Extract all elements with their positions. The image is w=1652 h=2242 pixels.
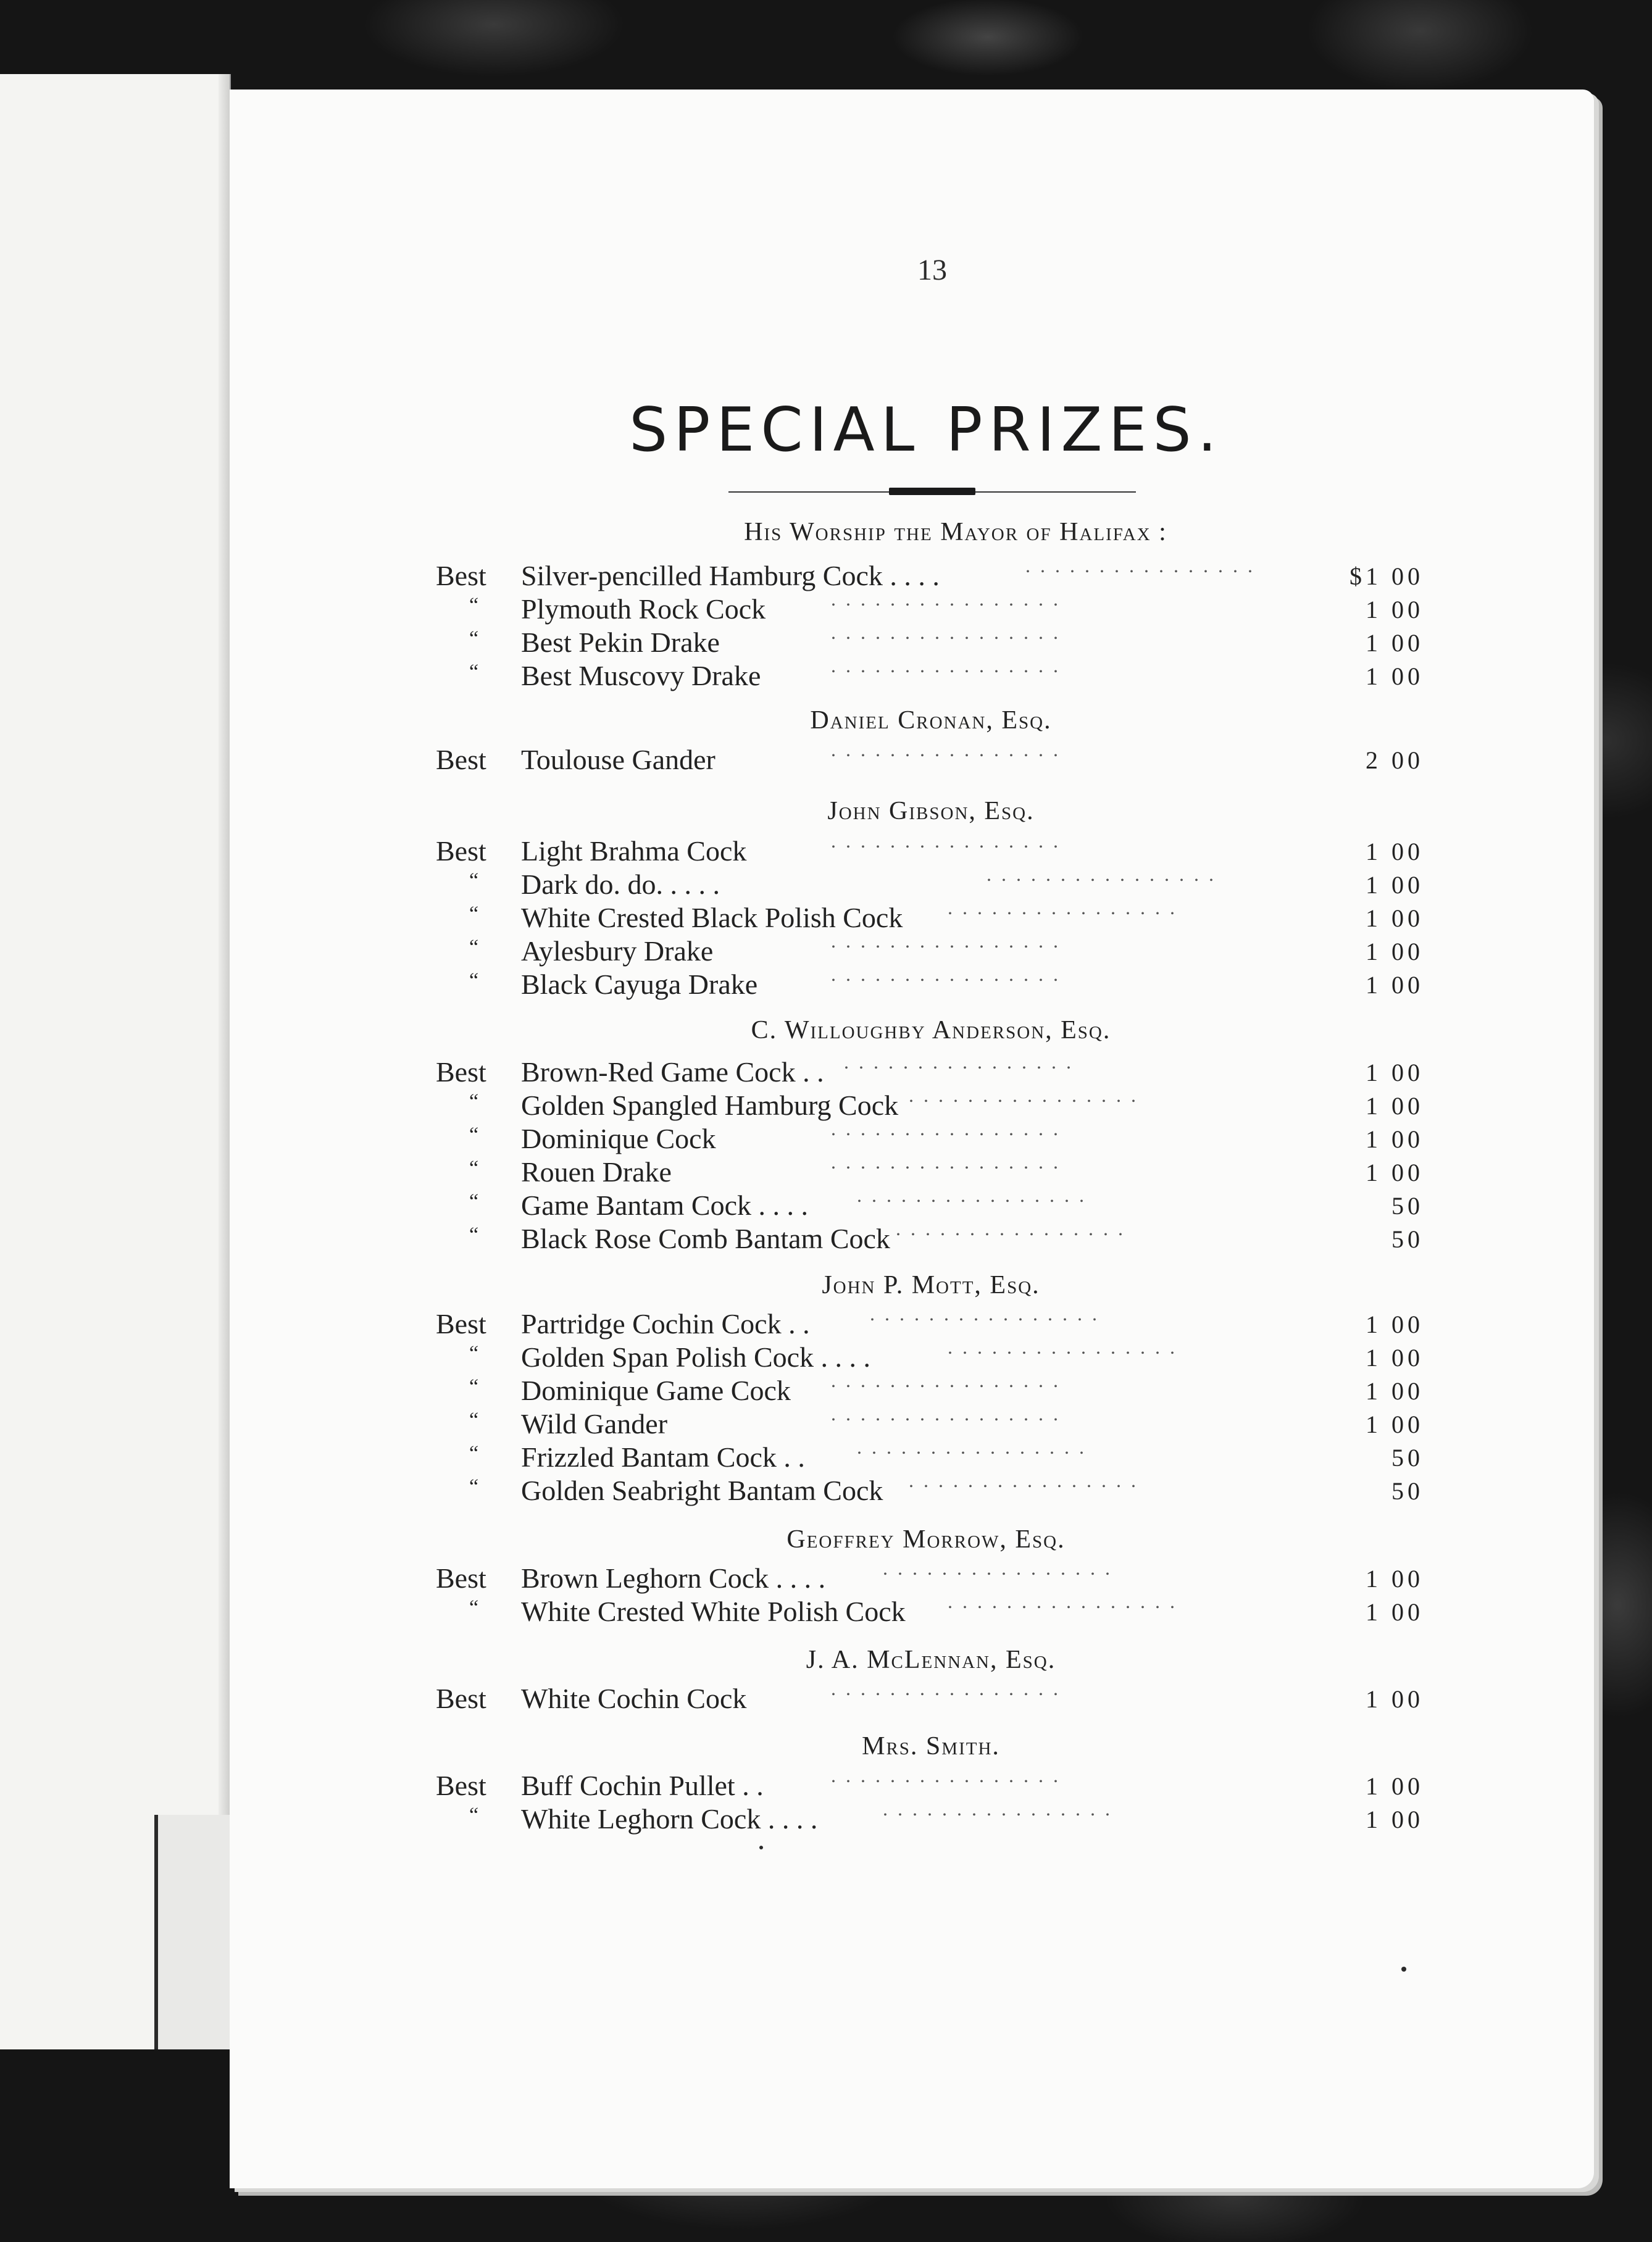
leader-dots: . . . . . . . . . . . . . . . . <box>948 896 1177 919</box>
prize-row <box>436 1084 1424 1121</box>
leader-dots: . . . . . . . . . . . . . . . . <box>857 1184 1087 1206</box>
prize-row <box>436 1590 1424 1627</box>
cover-strip <box>154 1815 232 2049</box>
leader-dots: . . . . . . . . . . . . . . . . <box>831 1402 1061 1425</box>
ditto-mark: “ <box>469 627 479 650</box>
prize-item: Toulouse Gander <box>521 744 715 775</box>
donor-heading: John Gibson, Esq. <box>827 797 1035 825</box>
prize-amount: 1 00 <box>1366 1598 1424 1626</box>
prize-item: Brown-Red Game Cock . . <box>521 1056 824 1088</box>
prize-row <box>436 1677 1424 1714</box>
prize-row <box>436 1302 1424 1340</box>
ditto-mark: “ <box>469 1157 479 1180</box>
prize-row <box>436 554 1424 591</box>
ditto-mark: “ <box>469 1190 479 1213</box>
prize-row <box>436 1557 1424 1594</box>
prize-row <box>436 1217 1424 1254</box>
leader-dots: . . . . . . . . . . . . . . . . <box>948 1336 1177 1358</box>
leader-dots: . . . . . . . . . . . . . . . . <box>831 1151 1061 1173</box>
prize-row <box>436 830 1424 867</box>
prize-amount: 2 00 <box>1366 746 1424 774</box>
prize-amount: 1 00 <box>1366 1806 1424 1833</box>
leader-dots: . . . . . . . . . . . . . . . . <box>831 1677 1061 1699</box>
prize-row <box>436 963 1424 1000</box>
ditto-mark: “ <box>469 1409 479 1431</box>
prize-item: Dominique Game Cock <box>521 1375 791 1406</box>
prize-item: Aylesbury Drake <box>521 935 714 967</box>
prize-amount: 50 <box>1391 1225 1424 1253</box>
ditto-mark: “ <box>469 1090 479 1113</box>
prize-item: White Crested White Polish Cock <box>521 1596 906 1627</box>
prize-amount: 1 00 <box>1366 1092 1424 1120</box>
leader-dots: . . . . . . . . . . . . . . . . <box>1025 554 1255 577</box>
leader-dots: . . . . . . . . . . . . . . . . <box>883 1798 1112 1820</box>
prize-row <box>436 738 1424 775</box>
prize-row <box>436 930 1424 967</box>
prize-row <box>436 1764 1424 1801</box>
prize-item: Dark do. do. . . . . <box>521 869 720 900</box>
prize-item: Wild Gander <box>521 1408 668 1440</box>
ink-speck <box>759 1846 763 1849</box>
ditto-mark: “ <box>469 1475 479 1498</box>
prize-row <box>436 654 1424 691</box>
ditto-mark: “ <box>469 969 479 992</box>
prize-item: Black Rose Comb Bantam Cock <box>521 1223 890 1254</box>
prize-row <box>436 588 1424 625</box>
prize-amount: 1 00 <box>1366 662 1424 690</box>
prize-item: Golden Spangled Hamburg Cock <box>521 1090 899 1121</box>
leader-dots: . . . . . . . . . . . . . . . . <box>831 830 1061 852</box>
title-rule-ornament <box>889 488 975 495</box>
leader-dots: . . . . . . . . . . . . . . . . <box>987 863 1216 885</box>
page-gutter <box>219 74 230 2049</box>
prize-lead-word: Best <box>436 835 486 867</box>
left-page-edge <box>0 74 231 2049</box>
leader-dots: . . . . . . . . . . . . . . . . <box>870 1302 1099 1325</box>
leader-dots: . . . . . . . . . . . . . . . . <box>831 738 1061 761</box>
leader-dots: . . . . . . . . . . . . . . . . <box>831 1764 1061 1786</box>
leader-dots: . . . . . . . . . . . . . . . . <box>883 1557 1112 1579</box>
prize-item: White Crested Black Polish Cock <box>521 902 903 933</box>
prize-row <box>436 863 1424 900</box>
ditto-mark: “ <box>469 902 479 925</box>
prize-amount: 1 00 <box>1366 596 1424 623</box>
ditto-mark: “ <box>469 1596 479 1619</box>
prize-lead-word: Best <box>436 1770 486 1801</box>
prize-row <box>436 896 1424 933</box>
prize-lead-word: Best <box>436 744 486 775</box>
prize-item: Partridge Cochin Cock . . <box>521 1308 810 1340</box>
prize-amount: 1 00 <box>1366 629 1424 657</box>
prize-item: Golden Span Polish Cock . . . . <box>521 1341 871 1373</box>
prize-lead-word: Best <box>436 560 486 591</box>
prize-row <box>436 1117 1424 1154</box>
leader-dots: . . . . . . . . . . . . . . . . <box>831 1369 1061 1391</box>
prize-row <box>436 1184 1424 1221</box>
prize-amount: 1 00 <box>1366 871 1424 899</box>
donor-heading: Daniel Cronan, Esq. <box>810 706 1052 735</box>
prize-amount: 1 00 <box>1366 838 1424 865</box>
leader-dots: . . . . . . . . . . . . . . . . <box>896 1217 1125 1240</box>
prize-item: Light Brahma Cock <box>521 835 747 867</box>
leader-dots: . . . . . . . . . . . . . . . . <box>831 621 1061 643</box>
ditto-mark: “ <box>469 594 479 617</box>
prize-amount: 50 <box>1391 1192 1424 1220</box>
prize-amount: 1 00 <box>1366 1565 1424 1593</box>
donor-heading: C. Willoughby Anderson, Esq. <box>751 1016 1111 1044</box>
ink-speck <box>1401 1967 1406 1972</box>
prize-item: Frizzled Bantam Cock . . <box>521 1441 805 1473</box>
prize-amount: 50 <box>1391 1477 1424 1505</box>
leader-dots: . . . . . . . . . . . . . . . . <box>831 963 1061 985</box>
leader-dots: . . . . . . . . . . . . . . . . <box>857 1436 1087 1458</box>
ditto-mark: “ <box>469 1342 479 1365</box>
prize-row <box>436 1402 1424 1440</box>
prize-amount: 1 00 <box>1366 971 1424 999</box>
prize-row <box>436 1798 1424 1835</box>
donor-heading: Geoffrey Morrow, Esq. <box>786 1525 1066 1554</box>
prize-item: Buff Cochin Pullet . . <box>521 1770 764 1801</box>
prize-row <box>436 1336 1424 1373</box>
prize-item: Plymouth Rock Cock <box>521 593 766 625</box>
prize-row <box>436 1436 1424 1473</box>
prize-item: Best Muscovy Drake <box>521 660 761 691</box>
prize-lead-word: Best <box>436 1683 486 1714</box>
prize-item: Dominique Cock <box>521 1123 716 1154</box>
ditto-mark: “ <box>469 1375 479 1398</box>
prize-item: Black Cayuga Drake <box>521 969 758 1000</box>
prize-item: Golden Seabright Bantam Cock <box>521 1475 883 1506</box>
prize-item: Game Bantam Cock . . . . <box>521 1190 809 1221</box>
leader-dots: . . . . . . . . . . . . . . . . <box>831 588 1061 610</box>
prize-row <box>436 1469 1424 1506</box>
leader-dots: . . . . . . . . . . . . . . . . <box>831 1117 1061 1140</box>
ditto-mark: “ <box>469 936 479 959</box>
page-title: SPECIAL PRIZES. <box>629 395 1223 465</box>
ditto-mark: “ <box>469 869 479 892</box>
ditto-mark: “ <box>469 661 479 683</box>
leader-dots: . . . . . . . . . . . . . . . . <box>831 654 1061 677</box>
prize-item: Silver-pencilled Hamburg Cock . . . . <box>521 560 940 591</box>
donor-heading: His Worship the Mayor of Halifax : <box>744 518 1167 546</box>
prize-lead-word: Best <box>436 1308 486 1340</box>
leader-dots: . . . . . . . . . . . . . . . . <box>831 930 1061 952</box>
prize-amount: 1 00 <box>1366 1377 1424 1405</box>
leader-dots: . . . . . . . . . . . . . . . . <box>909 1084 1138 1106</box>
prize-row <box>436 1051 1424 1088</box>
prize-lead-word: Best <box>436 1562 486 1594</box>
ditto-mark: “ <box>469 1223 479 1246</box>
prize-amount: 1 00 <box>1366 1125 1424 1153</box>
ditto-mark: “ <box>469 1442 479 1465</box>
prize-item: White Leghorn Cock . . . . <box>521 1803 818 1835</box>
prize-item: Best Pekin Drake <box>521 627 720 658</box>
prize-item: Rouen Drake <box>521 1156 672 1188</box>
prize-amount: 1 00 <box>1366 1059 1424 1086</box>
prize-amount: 1 00 <box>1366 1772 1424 1800</box>
donor-heading: J. A. McLennan, Esq. <box>806 1646 1056 1674</box>
prize-amount: 1 00 <box>1366 904 1424 932</box>
prize-row <box>436 1151 1424 1188</box>
prize-amount: 1 00 <box>1366 1411 1424 1438</box>
donor-heading: John P. Mott, Esq. <box>822 1271 1040 1299</box>
ditto-mark: “ <box>469 1123 479 1146</box>
prize-item: Brown Leghorn Cock . . . . <box>521 1562 826 1594</box>
leader-dots: . . . . . . . . . . . . . . . . <box>844 1051 1074 1073</box>
prize-amount: 1 00 <box>1366 1685 1424 1713</box>
prize-row <box>436 621 1424 658</box>
page-number: 13 <box>917 254 947 286</box>
prize-amount: 1 00 <box>1366 938 1424 965</box>
prize-lead-word: Best <box>436 1056 486 1088</box>
leader-dots: . . . . . . . . . . . . . . . . <box>909 1469 1138 1491</box>
prize-amount: $1 00 <box>1350 562 1424 590</box>
prize-amount: 1 00 <box>1366 1311 1424 1338</box>
leader-dots: . . . . . . . . . . . . . . . . <box>948 1590 1177 1612</box>
prize-item: White Cochin Cock <box>521 1683 747 1714</box>
ditto-mark: “ <box>469 1804 479 1827</box>
prize-amount: 1 00 <box>1366 1159 1424 1186</box>
donor-heading: Mrs. Smith. <box>862 1732 1000 1761</box>
prize-amount: 50 <box>1391 1444 1424 1472</box>
prize-amount: 1 00 <box>1366 1344 1424 1372</box>
prize-row <box>436 1369 1424 1406</box>
